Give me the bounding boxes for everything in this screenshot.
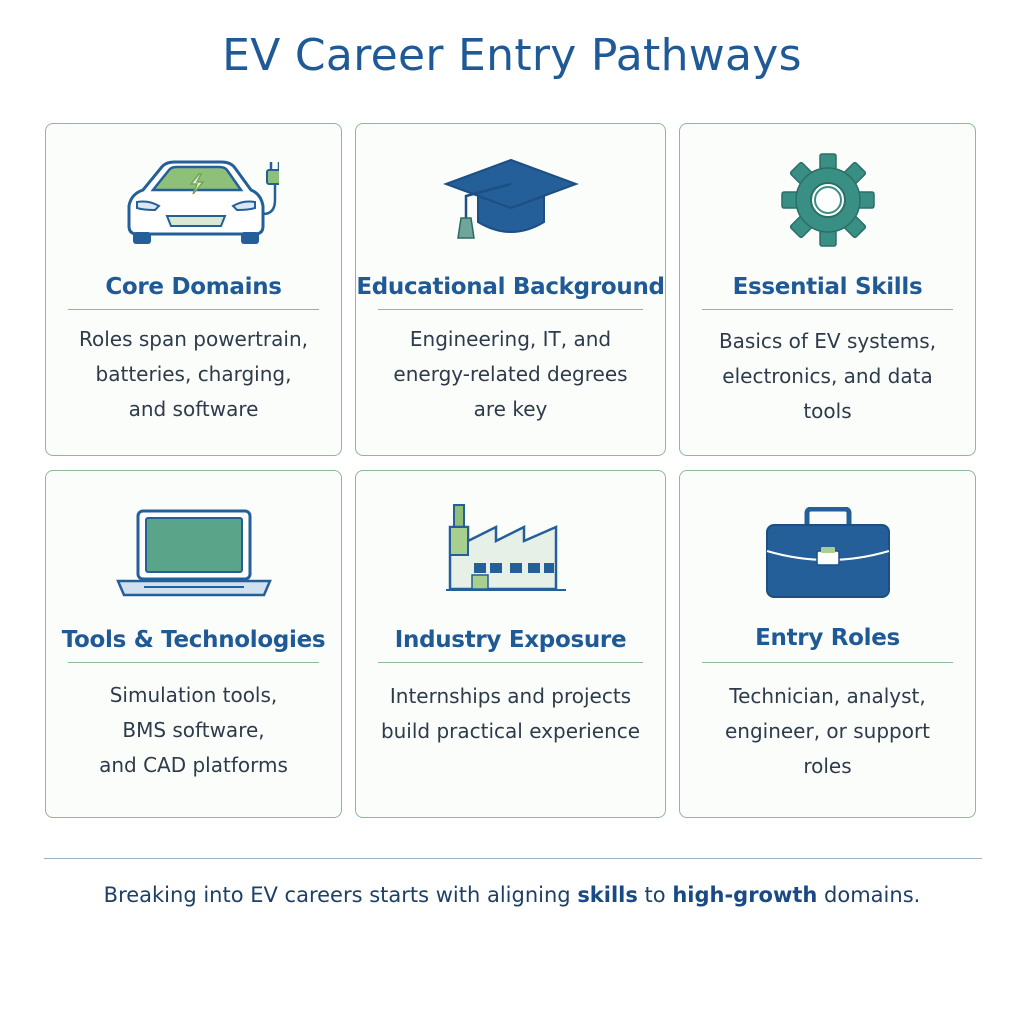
card-heading: Core Domains — [105, 274, 282, 300]
card-educational-background — [355, 123, 666, 456]
footer-text: Breaking into EV careers starts with aligning — [103, 883, 578, 907]
card-line: Roles span powertrain, — [78, 327, 308, 351]
card-line: Basics of EV systems, — [718, 329, 937, 353]
card-line: and CAD platforms — [99, 753, 288, 777]
electric-car-icon — [46, 154, 341, 250]
card-description — [376, 322, 645, 427]
card-essential-skills — [679, 123, 976, 456]
footer-emphasis: high-growth — [672, 883, 818, 907]
footer-tagline — [0, 883, 1024, 907]
card-description — [700, 679, 955, 784]
gear-icon — [680, 150, 975, 250]
card-line: engineer, or support roles — [724, 719, 931, 778]
card-heading: Entry Roles — [755, 625, 900, 651]
footer-text: to — [637, 883, 673, 907]
card-line: are key — [473, 397, 548, 421]
card-divider — [702, 662, 953, 663]
card-core-domains — [45, 123, 342, 456]
factory-icon — [356, 501, 665, 599]
card-line: energy-related degrees — [393, 362, 628, 386]
card-description — [700, 324, 955, 429]
card-line: and software — [128, 397, 259, 421]
card-line: Engineering, IT, and — [409, 327, 612, 351]
card-line: BMS software, — [122, 718, 265, 742]
briefcase-icon — [680, 507, 975, 599]
page-title: EV Career Entry Pathways — [222, 30, 802, 81]
laptop-icon — [46, 507, 341, 599]
footer-text: domains. — [817, 883, 921, 907]
card-heading: Educational Background — [356, 274, 665, 300]
card-industry-exposure — [355, 470, 666, 818]
card-line: Internships and projects — [389, 684, 632, 708]
card-line: Technician, analyst, — [729, 684, 926, 708]
card-line: batteries, charging, — [95, 362, 292, 386]
card-line: electronics, and data tools — [722, 364, 933, 423]
card-description — [66, 678, 321, 783]
card-divider — [68, 662, 319, 663]
card-heading: Industry Exposure — [394, 627, 627, 653]
card-entry-roles — [679, 470, 976, 818]
footer-divider — [44, 858, 982, 859]
footer-emphasis: skills — [577, 883, 638, 907]
card-description — [376, 679, 645, 749]
card-heading: Tools & Technologies — [61, 627, 326, 653]
card-divider — [378, 662, 643, 663]
graduation-cap-icon — [356, 154, 665, 246]
card-divider — [68, 309, 319, 310]
card-line: Simulation tools, — [109, 683, 278, 707]
card-divider — [702, 309, 953, 310]
card-divider — [378, 309, 643, 310]
card-description — [66, 322, 321, 427]
card-heading: Essential Skills — [732, 274, 923, 300]
card-line: build practical experience — [380, 719, 641, 743]
card-tools-technologies — [45, 470, 342, 818]
